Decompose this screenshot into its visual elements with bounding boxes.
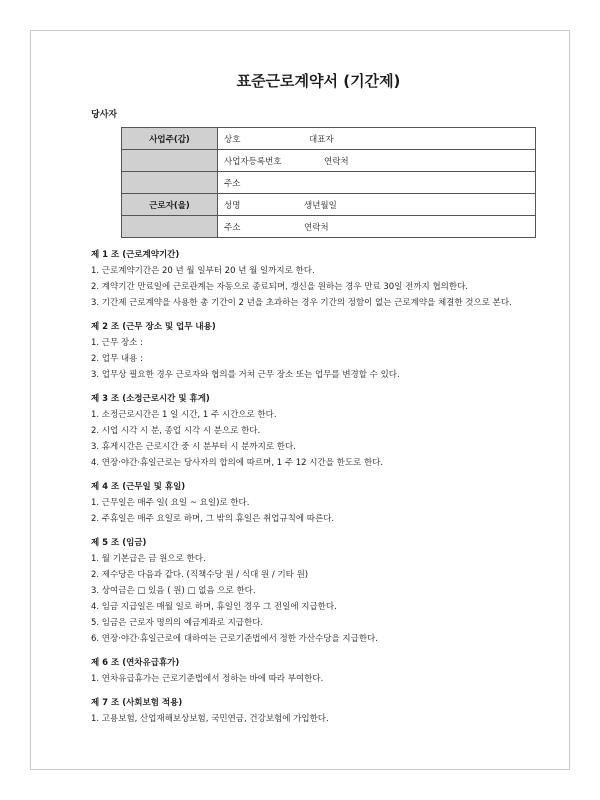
clause-item: 1. 소정근로시간은 1 일 시간, 1 주 시간으로 한다. xyxy=(91,410,277,420)
field-label: 연락처 xyxy=(304,222,329,233)
field-label: 생년월일 xyxy=(304,200,337,211)
clause-item: 6. 연장·야간·휴일근로에 대하여는 근로기준법에서 정한 가산수당을 지급한다. xyxy=(91,634,378,644)
field-label: 사업자등록번호 xyxy=(224,156,282,167)
field-label: 주소 xyxy=(224,178,241,189)
clause-title: 제 3 조 (소정근로시간 및 휴게) xyxy=(91,394,210,404)
employee-label: 근로자(을) xyxy=(122,194,218,216)
table-row xyxy=(122,194,536,216)
table-cell xyxy=(218,128,536,150)
clause-item: 1. 근로계약기간은 20 년 월 일부터 20 년 월 일까지로 한다. xyxy=(91,266,315,276)
clause-item: 3. 상여금은 □ 있음 ( 원) □ 없음 으로 한다. xyxy=(91,586,256,596)
table-row xyxy=(122,216,536,238)
clause-section xyxy=(91,480,546,526)
clause-title: 제 4 조 (근무일 및 휴일) xyxy=(91,482,186,492)
clause-item: 5. 임금은 근로자 명의의 예금계좌로 지급한다. xyxy=(91,618,264,628)
table-cell xyxy=(122,216,218,238)
field-label: 주소 xyxy=(224,222,241,233)
clause-item: 1. 연차유급휴가는 근로기준법에서 정하는 바에 따라 부여한다. xyxy=(91,674,324,684)
parties-table xyxy=(121,127,536,238)
clause-item: 2. 제수당은 다음과 같다. (직책수당 원 / 식대 원 / 기타 원) xyxy=(91,570,309,580)
clause-section xyxy=(91,248,546,310)
clause-item: 2. 시업 시각 시 분, 종업 시각 시 분으로 한다. xyxy=(91,426,261,436)
clause-item: 4. 연장·야간·휴일근로는 당사자의 합의에 따르며, 1 주 12 시간을 한도로 한다. xyxy=(91,458,384,468)
table-row xyxy=(122,128,536,150)
employer-label: 사업주(갑) xyxy=(122,128,218,150)
clause-item: 1. 월 기본급은 금 원으로 한다. xyxy=(91,554,206,564)
parties-label: 당사자 xyxy=(91,110,118,120)
clause-section xyxy=(91,320,546,382)
clause-section xyxy=(91,392,546,470)
clause-item: 2. 주휴일은 매주 요일로 하며, 그 밖의 휴일은 취업규칙에 따른다. xyxy=(91,514,335,524)
document-page xyxy=(30,30,570,770)
field-label: 연락처 xyxy=(324,156,349,167)
table-cell xyxy=(122,150,218,172)
table-row xyxy=(122,150,536,172)
table-cell xyxy=(122,172,218,194)
clause-section xyxy=(91,536,546,646)
clause-item: 1. 근무 장소 : xyxy=(91,338,143,348)
field-label: 대표자 xyxy=(309,134,334,145)
clause-item: 3. 기간제 근로계약을 사용한 총 기간이 2 년을 초과하는 경우 기간의 정함이 없는 근로계약을 체결한 것으로 본다. xyxy=(91,298,512,308)
clause-title: 제 5 조 (임금) xyxy=(91,538,147,548)
clause-title: 제 7 조 (사회보험 적용) xyxy=(91,698,183,708)
clauses xyxy=(91,248,546,726)
field-label: 성명 xyxy=(224,200,241,211)
clause-item: 1. 고용보험, 산업재해보상보험, 국민연금, 건강보험에 가입한다. xyxy=(91,714,329,724)
table-cell xyxy=(218,150,536,172)
field-label: 상호 xyxy=(224,134,241,145)
clause-item: 2. 계약기간 만료일에 근로관계는 자동으로 종료되며, 갱신을 원하는 경우 만료 30일 전까지 협의한다. xyxy=(91,282,468,292)
table-cell xyxy=(218,216,536,238)
clause-title: 제 6 조 (연차유급휴가) xyxy=(91,658,180,668)
clause-section xyxy=(91,696,546,726)
clause-item: 3. 업무상 필요한 경우 근로자와 협의를 거쳐 근무 장소 또는 업무를 변경할 수 있다. xyxy=(91,370,400,380)
clause-title: 제 1 조 (근로계약기간) xyxy=(91,250,180,260)
clause-section xyxy=(91,656,546,686)
document-content xyxy=(91,71,546,726)
table-cell xyxy=(218,172,536,194)
clause-item: 4. 임금 지급일은 매월 일로 하며, 휴일인 경우 그 전일에 지급한다. xyxy=(91,602,337,612)
table-cell xyxy=(218,194,536,216)
clause-title: 제 2 조 (근무 장소 및 업무 내용) xyxy=(91,322,216,332)
table-row xyxy=(122,172,536,194)
clause-item: 3. 휴게시간은 근로시간 중 시 분부터 시 분까지로 한다. xyxy=(91,442,296,452)
clause-item: 1. 근무일은 매주 일( 요일 ~ 요일)로 한다. xyxy=(91,498,250,508)
document-title: 표준근로계약서 (기간제) xyxy=(236,72,401,90)
clause-item: 2. 업무 내용 : xyxy=(91,354,143,364)
